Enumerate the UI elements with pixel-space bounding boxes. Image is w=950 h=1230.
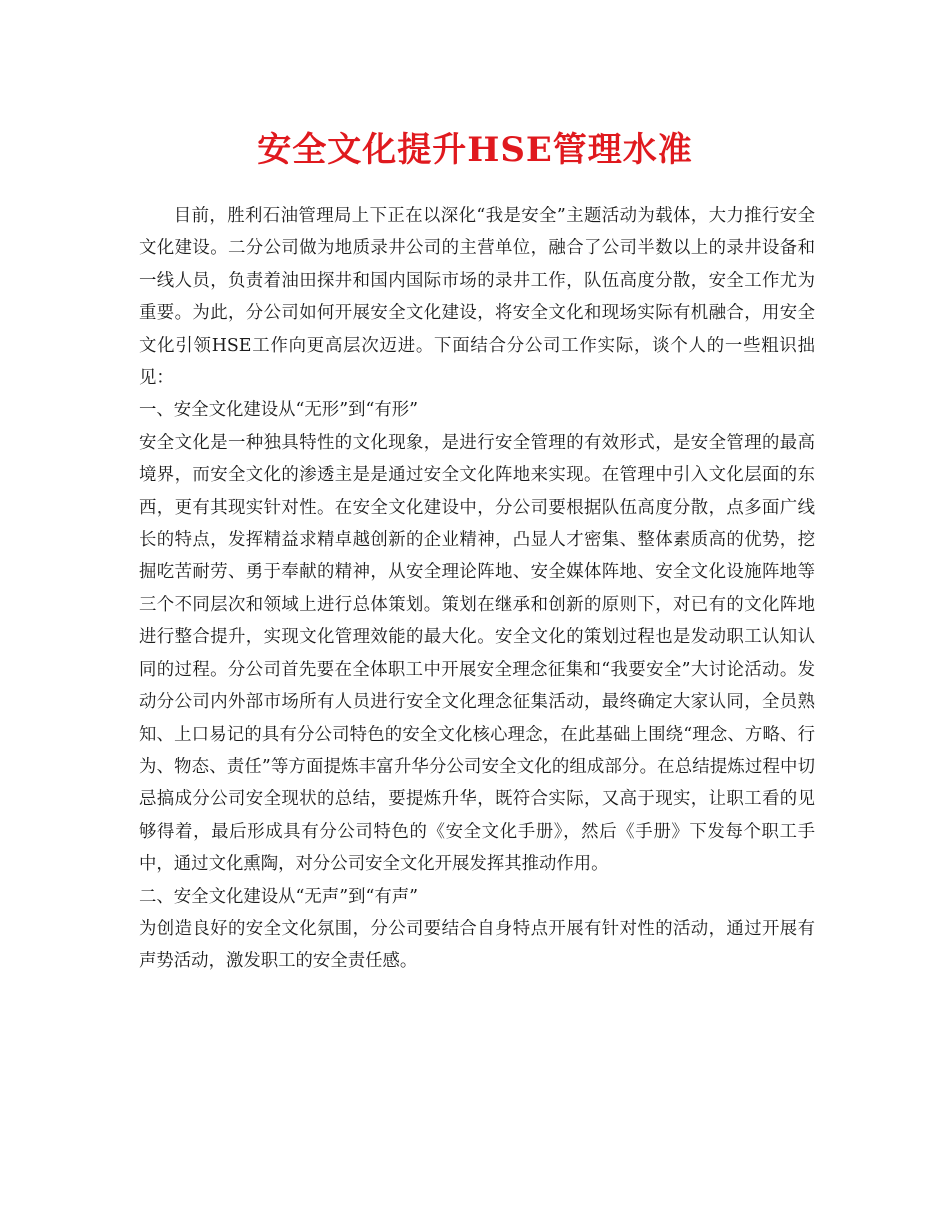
document-title: 安全文化提升HSE管理水准 <box>257 130 693 170</box>
intro-paragraph: 目前，胜利石油管理局上下正在以深化“我是安全”主题活动为载体，大力推行安全文化建设。二分公司做为地质录井公司的主营单位，融合了公司半数以上的录井设备和一线人员，负责着油田探井和国内国际市场的录井工作，队伍高度分散，安全工作尤为重要。为此，分公司如何开展安全文化建设，将安全文化和现场实际有机融合，用安全文化引领HSE工作向更高层次迈进。下面结合分公司工作实际，谈个人的一些粗识拙见： <box>139 206 815 389</box>
document-body <box>139 200 815 978</box>
section-1-paragraph: 安全文化是一种独具特性的文化现象，是进行安全管理的有效形式，是安全管理的最高境界，而安全文化的渗透主是是通过安全文化阵地来实现。在管理中引入文化层面的东西，更有其现实针对性。在安全文化建设中，分公司要根据队伍高度分散，点多面广线长的特点，发挥精益求精卓越创新的企业精神，凸显人才密集、整体素质高的优势，挖掘吃苦耐劳、勇于奉献的精神，从安全理论阵地、安全媒体阵地、安全文化设施阵地等三个不同层次和领域上进行总体策划。策划在继承和创新的原则下，对已有的文化阵地进行整合提升，实现文化管理效能的最大化。安全文化的策划过程也是发动职工认知认同的过程。分公司首先要在全体职工中开展安全理念征集和“我要安全”大讨论活动。发动分公司内外部市场所有人员进行安全文化理念征集活动，最终确定大家认同，全员熟知、上口易记的具有分公司特色的安全文化核心理念，在此基础上围绕“理念、方略、行为、物态、责任”等方面提炼丰富升华分公司安全文化的组成部分。在总结提炼过程中切忌搞成分公司安全现状的总结，要提炼升华，既符合实际，又高于现实，让职工看的见够得着，最后形成具有分公司特色的《安全文化手册》，然后《手册》下发每个职工手中，通过文化熏陶，对分公司安全文化开展发挥其推动作用。 <box>139 432 815 875</box>
section-2-paragraph: 为创造良好的安全文化氛围，分公司要结合自身特点开展有针对性的活动，通过开展有声势活动，激发职工的安全责任感。 <box>139 918 815 972</box>
section-heading-1: 一、安全文化建设从“无形”到“有形” <box>139 400 419 421</box>
section-heading-2: 二、安全文化建设从“无声”到“有声” <box>139 886 419 907</box>
